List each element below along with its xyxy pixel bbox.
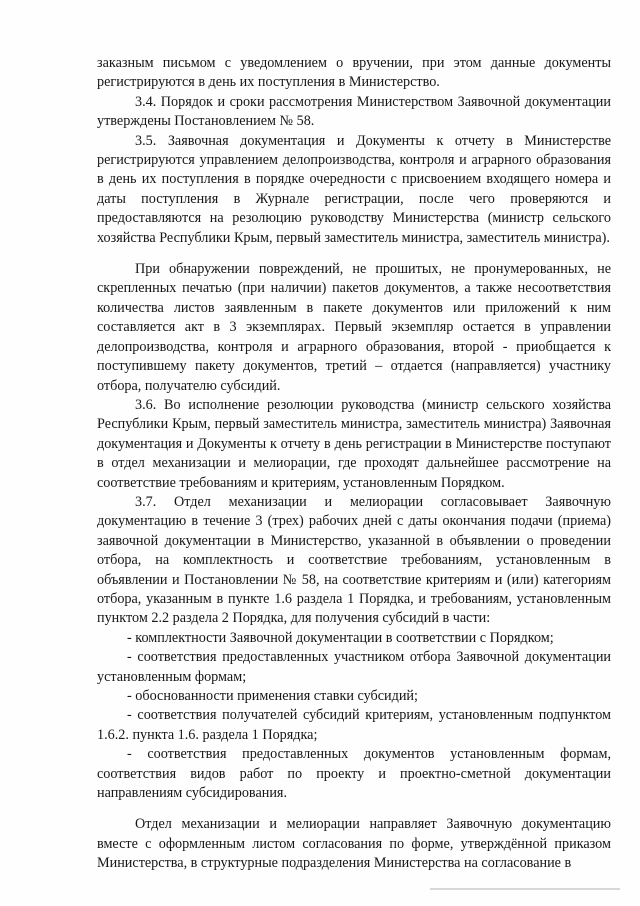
list-item-completeness: - комплектности Заявочной документации в соответствии с Порядком; — [127, 629, 554, 646]
document-body — [97, 54, 611, 874]
paragraph-3-7: 3.7. Отдел механизации и мелиорации согласовывает Заявочную документацию в течение 3 (трех) рабочих дней с даты окончания подачи (приема) заявочной документации в Министерство, указанной в объявлении о проведении отбора, на комплектность и соответствие требованиям, установленным в объявлении и Постановлении № 58, на соответствие критериям и (или) категориям отбора, указанным в пункте 1.6 раздела 1 Порядка, и требованиям, установленным пунктом 2.2 раздела 2 Порядка, для получения субсидий в части: — [97, 493, 611, 627]
paragraph-continuation: заказным письмом с уведомлением о вручении, при этом данные документы регистрируются в день их поступления в Министерство. — [97, 55, 611, 91]
paragraph-approval-routing: Отдел механизации и мелиорации направляет Заявочную документацию вместе с оформленным листом согласования по форме, утверждённой приказом Министерства, в структурные подразделения Министерства на согласование в — [97, 816, 611, 872]
list-item-rate-justification: - обоснованности применения ставки субсидий; — [127, 688, 418, 704]
list-item-forms-compliance: - соответствия предоставленных участником отбора Заявочной документации установленным формам; — [97, 649, 611, 685]
paragraph-3-5: 3.5. Заявочная документация и Документы к отчету в Министерстве регистрируются управлением делопроизводства, контроля и аграрного образования в день их поступления в порядке очередности с присвоением входящего номера и даты поступления в Журнале регистрации, после чего проверяются и предоставляются на резолюцию руководству Министерства (министр сельского хозяйства Республики Крым, первый заместитель министра, заместитель министра). — [97, 132, 611, 246]
list-item-recipient-criteria: - соответствия получателей субсидий критериям, установленным подпунктом 1.6.2. пункта 1.6. раздела 1 Порядка; — [97, 707, 611, 743]
paragraph-3-6: 3.6. Во исполнение резолюции руководства (министр сельского хозяйства Республики Крым, первый заместитель министра, заместитель министра) Заявочная документация и Документы к отчету в день регистрации в Министерстве поступают в отдел механизации и мелиорации, где проходят дальнейшее рассмотрение на соответствие требованиям и критериям, установленным Порядком. — [97, 396, 611, 491]
list-item-documents-compliance: - соответствия предоставленных документов установленным формам, соответствия видов работ по проекту и проектно-сметной документации направлениям субсидирования. — [97, 746, 611, 802]
paragraph-3-4: 3.4. Порядок и сроки рассмотрения Министерством Заявочной документации утверждены Постановлением № 58. — [97, 93, 611, 130]
scan-mark — [430, 888, 620, 890]
paragraph-damage-act: При обнаружении повреждений, не прошитых, не пронумерованных, не скрепленных печатью (при наличии) пакетов документов, а также несоответствия количества листов заявленным в пакете документов или приложений к ним составляется акт в 3 экземплярах. Первый экземпляр остается в управлении делопроизводства, контроля и аграрного образования, второй - приобщается к поступившему пакету документов, третий – отдается (направляется) участнику отбора, получателю субсидий. — [97, 261, 611, 394]
